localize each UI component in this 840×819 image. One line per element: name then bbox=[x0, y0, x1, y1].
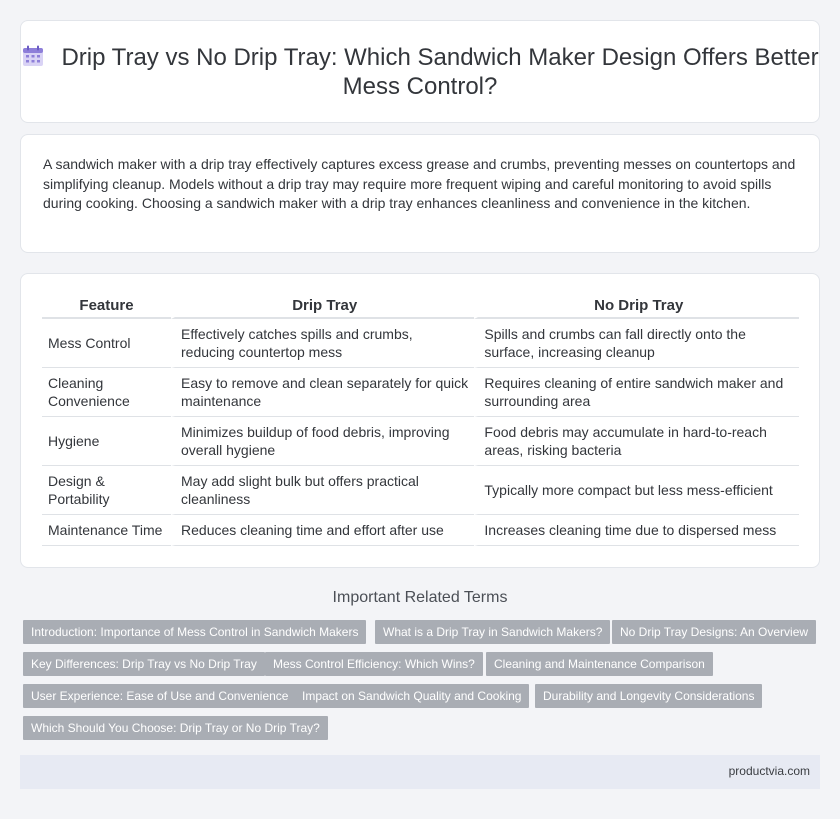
table-row bbox=[42, 368, 799, 417]
intro-card bbox=[20, 134, 820, 253]
page-title-wrap bbox=[21, 43, 819, 101]
related-term-tag[interactable]: Impact on Sandwich Quality and Cooking bbox=[294, 684, 529, 708]
page-title: Drip Tray vs No Drip Tray: Which Sandwich Maker Design Offers Better Mess Control? bbox=[61, 44, 819, 100]
no-drip-tray-cell: Requires cleaning of entire sandwich maker and surrounding area bbox=[474, 368, 799, 417]
header-drip-tray: Drip Tray bbox=[171, 294, 474, 319]
feature-cell: Mess Control bbox=[42, 319, 171, 368]
table-row bbox=[42, 466, 799, 515]
header-no-drip-tray: No Drip Tray bbox=[474, 294, 799, 319]
intro-paragraph: A sandwich maker with a drip tray effectively captures excess grease and crumbs, preventing messes on countertops and simplifying cleanup. Models without a drip tray may require more frequent wiping and careful monitoring to avoid spills during cooking. Choosing a sandwich maker with a drip tray enhances cleanliness and convenience in the kitchen. bbox=[43, 156, 796, 211]
related-term-tag[interactable]: No Drip Tray Designs: An Overview bbox=[612, 620, 816, 644]
related-term-tag[interactable]: Which Should You Choose: Drip Tray or No Drip Tray? bbox=[23, 716, 328, 740]
related-term-tag[interactable]: Durability and Longevity Considerations bbox=[535, 684, 762, 708]
drip-tray-cell: Reduces cleaning time and effort after use bbox=[171, 515, 474, 546]
related-term-tag[interactable]: Introduction: Importance of Mess Control in Sandwich Makers bbox=[23, 620, 366, 644]
drip-tray-cell: Easy to remove and clean separately for quick maintenance bbox=[171, 368, 474, 417]
no-drip-tray-cell: Increases cleaning time due to dispersed mess bbox=[474, 515, 799, 546]
drip-tray-cell: Minimizes buildup of food debris, improving overall hygiene bbox=[171, 417, 474, 466]
drip-tray-cell: May add slight bulk but offers practical cleanliness bbox=[171, 466, 474, 515]
feature-cell: Hygiene bbox=[42, 417, 171, 466]
table-row bbox=[42, 417, 799, 466]
footer-site[interactable]: productvia.com bbox=[728, 764, 810, 778]
related-terms-heading: Important Related Terms bbox=[332, 589, 508, 606]
related-term-tag[interactable]: What is a Drip Tray in Sandwich Makers? bbox=[375, 620, 610, 644]
title-card bbox=[20, 20, 820, 123]
header-feature: Feature bbox=[42, 294, 171, 319]
feature-cell: Cleaning Convenience bbox=[42, 368, 171, 417]
comparison-card bbox=[20, 273, 820, 568]
calendar-icon bbox=[21, 44, 45, 68]
related-term-tag[interactable]: Mess Control Efficiency: Which Wins? bbox=[265, 652, 483, 676]
feature-cell: Design & Portability bbox=[42, 466, 171, 515]
related-term-tag[interactable]: User Experience: Ease of Use and Convenience bbox=[23, 684, 296, 708]
related-term-tag[interactable]: Key Differences: Drip Tray vs No Drip Tray bbox=[23, 652, 265, 676]
table-header-row bbox=[42, 294, 799, 319]
no-drip-tray-cell: Typically more compact but less mess-efficient bbox=[474, 466, 799, 515]
related-term-tag[interactable]: Cleaning and Maintenance Comparison bbox=[486, 652, 713, 676]
comparison-table bbox=[42, 294, 799, 546]
no-drip-tray-cell: Spills and crumbs can fall directly onto the surface, increasing cleanup bbox=[474, 319, 799, 368]
table-row bbox=[42, 515, 799, 546]
table-row bbox=[42, 319, 799, 368]
drip-tray-cell: Effectively catches spills and crumbs, reducing countertop mess bbox=[171, 319, 474, 368]
feature-cell: Maintenance Time bbox=[42, 515, 171, 546]
footer bbox=[20, 755, 820, 789]
no-drip-tray-cell: Food debris may accumulate in hard-to-reach areas, risking bacteria bbox=[474, 417, 799, 466]
